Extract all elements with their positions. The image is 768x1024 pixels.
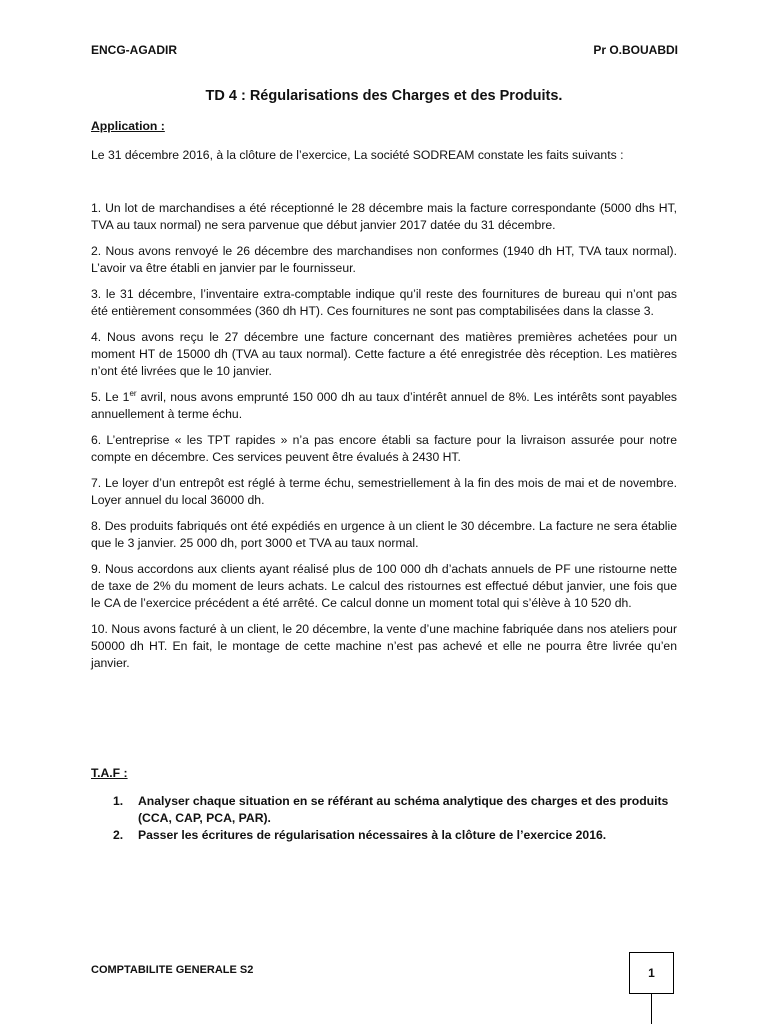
exercise-item-10: 10. Nous avons facturé à un client, le 20 décembre, la vente d’une machine fabriquée dans nos ateliers pour 50000 dh HT. En fait, le montage de cette machine n’est pas achevé et elle ne pourra être livrée qu’en janvier. [91, 622, 677, 670]
taf-number: 1. [113, 794, 124, 808]
exercise-item-5 [91, 389, 677, 423]
exercise-item-9: 9. Nous accordons aux clients ayant réalisé plus de 100 000 dh d’achats annuels de PF une ristourne nette de taxe de 2% du moment de leurs achats. Le calcul des ristournes est effectué début janvier, une fois que le CA de l’exercice précédent a été arrêté. Ce calcul donne un moment total qui s’élève à 10 520 dh. [91, 562, 677, 610]
application-label: Application : [91, 119, 165, 133]
header-author: Pr O.BOUABDI [593, 43, 678, 57]
item5-start: 5. Le 1 [91, 390, 130, 404]
taf-number: 2. [113, 828, 124, 842]
exercise-item-8: 8. Des produits fabriqués ont été expédiés en urgence à un client le 30 décembre. La facture ne sera établie que le 3 janvier. 25 000 dh, port 3000 et TVA au taux normal. [91, 519, 677, 550]
exercise-item-2: 2. Nous avons renvoyé le 26 décembre des marchandises non conformes (1940 dh HT, TVA taux normal). L’avoir va être établi en janvier par le fournisseur. [91, 244, 677, 275]
taf-item-1 [113, 793, 678, 827]
item5-superscript: er [129, 388, 137, 398]
exercise-item-1: 1. Un lot de marchandises a été réceptionné le 28 décembre mais la facture correspondante (5000 dhs HT, TVA au taux normal) ne sera parvenue que début janvier 2017 datée du 31 décembre. [91, 201, 677, 232]
exercise-list [91, 200, 677, 681]
intro-text: Le 31 décembre 2016, à la clôture de l’exercice, La société SODREAM constate les faits suivants : [91, 148, 624, 162]
exercise-item-7: 7. Le loyer d’un entrepôt est réglé à terme échu, semestriellement à la fin des mois de mai et de novembre. Loyer annuel du local 36000 dh. [91, 476, 677, 507]
taf-list [113, 793, 678, 844]
taf-label: T.A.F : [91, 766, 128, 780]
exercise-item-3: 3. le 31 décembre, l’inventaire extra-comptable indique qu’il reste des fournitures de bureau qui n’ont pas été entièrement consommées (360 dh HT). Ces fournitures ne sont pas comptabilisées dans la classe 3. [91, 287, 677, 318]
exercise-item-4: 4. Nous avons reçu le 27 décembre une facture concernant des matières premières achetées pour un moment HT de 15000 dh (TVA au taux normal). Cette facture a été enregistrée dès réception. Les matières n’ont été livrées que le 10 janvier. [91, 330, 677, 378]
item5-rest: avril, nous avons emprunté 150 000 dh au taux d’intérêt annuel de 8%. Les intérêts sont payables annuellement à terme échu. [91, 390, 677, 421]
taf-item-2 [113, 827, 678, 844]
page-number: 1 [648, 966, 655, 980]
exercise-item-6: 6. L’entreprise « les TPT rapides » n’a pas encore établi sa facture pour la livraison assurée pour notre compte en décembre. Ces services peuvent être évalués à 2430 HT. [91, 433, 677, 464]
header-school: ENCG-AGADIR [91, 43, 177, 57]
taf-text: Analyser chaque situation en se référant au schéma analytique des charges et des produits (CCA, CAP, PCA, PAR). [138, 794, 669, 825]
footer-divider [651, 994, 652, 1024]
footer-course: COMPTABILITE GENERALE S2 [91, 964, 254, 976]
document-title: TD 4 : Régularisations des Charges et des Produits. [205, 88, 563, 104]
taf-text: Passer les écritures de régularisation nécessaires à la clôture de l’exercice 2016. [138, 828, 607, 842]
page-number-box [629, 952, 674, 994]
